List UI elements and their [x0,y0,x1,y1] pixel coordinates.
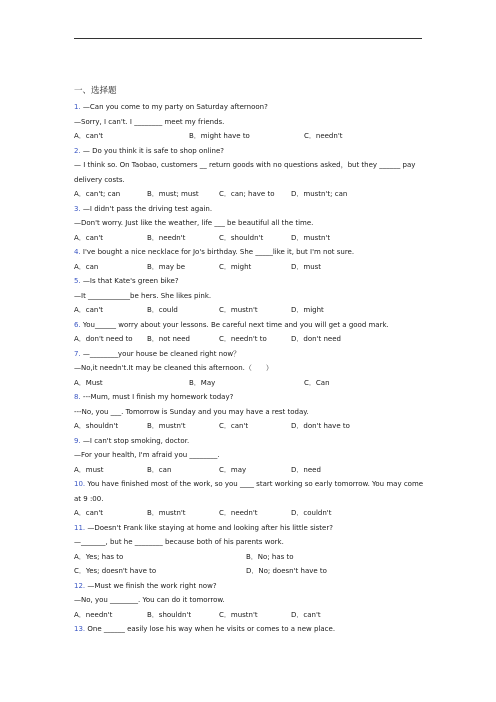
option-b[interactable]: B．might have to [189,132,250,140]
option-d[interactable]: D．might [291,306,324,314]
option-c[interactable]: C．Yes; doesn't have to [74,567,157,575]
option-b[interactable]: B．mustn't [147,422,186,430]
option-b[interactable]: B．not need [147,335,190,343]
option-a[interactable]: A．Yes; has to [74,552,124,561]
option-c[interactable]: C．can't [219,422,249,430]
options-row [74,187,424,202]
question-text: You have finished most of the work, so you ____ start working so early tomorrow. You may come at 9 :00. [74,480,424,503]
option-b[interactable]: B．May [189,378,216,387]
option-a[interactable]: A．can't [74,509,104,517]
question-text: —_______, but he ________ because both of his parents work. [74,538,284,546]
options-row [74,376,424,391]
option-a[interactable]: A．can't [74,132,104,140]
question-text: —Is that Kate's green bike? [82,277,179,285]
option-c[interactable]: C．mustn't [219,306,258,314]
question-13: 13. One ______ easily lose his way when he visits or comes to a new place. [74,625,336,633]
section-title: 一、选择题 [74,86,117,96]
question-7: 7. —________your house be cleaned right now？ [74,349,241,358]
question-text: —No, you ________. You can do it tomorrow. [74,596,225,604]
option-a[interactable]: A．can't [74,233,104,242]
options-row [74,419,424,434]
option-c[interactable]: C．needn't [304,132,343,140]
option-c[interactable]: C．shouldn't [219,233,264,242]
option-a[interactable]: A．needn't [74,610,113,619]
option-b[interactable]: B．mustn't [147,509,186,517]
question-text: —Sorry, I can't. I ________ meet my friends. [74,117,225,126]
option-c[interactable]: C．may [219,465,247,474]
option-d[interactable]: D．mustn't [291,233,331,242]
options-row [74,303,424,318]
question-text: —Don't worry. Just like the weather, life ___ be beautiful all the time. [74,219,314,227]
question-4: 4. I've bought a nice necklace for Jo's birthday. She _____like it, but I'm not sure. [74,248,355,256]
option-d[interactable]: D．must [291,262,322,271]
question-text: — Do you think it is safe to shop online? [82,146,224,155]
option-b[interactable]: B．shouldn't [147,610,192,619]
option-a[interactable]: A．must [74,465,104,474]
question-12: 12. —Must we finish the work right now? [74,581,217,590]
option-b[interactable]: B．must; must [147,190,199,198]
question-text: —I can't stop smoking, doctor. [82,436,190,445]
option-c[interactable]: C．mustn't [219,610,258,619]
options-row [74,550,424,565]
option-b[interactable]: B．needn't [147,233,186,242]
option-a[interactable]: A．can't [74,306,104,314]
question-10: 10. You have finished most of the work, so you ____ start working so early tomorrow. You may come at 9 :00. [74,480,424,503]
options-row [74,231,424,246]
option-d[interactable]: D．mustn't; can [291,190,348,198]
question-text: —For your health, I'm afraid you ________. [74,451,220,459]
question-text: — I think so. On Taobao, customers __ return goods with no questions asked，but they ______ pay delivery costs. [74,161,416,184]
options-row [74,463,424,478]
option-c[interactable]: C．needn't [219,509,258,517]
option-a[interactable]: A．Must [74,378,103,387]
question-text: —________your house be cleaned right now？ [82,349,241,358]
option-d[interactable]: D．can't [291,610,321,619]
option-c[interactable]: C．needn't to [219,335,267,343]
question-text: —Can you come to my party on Saturday afternoon? [82,103,268,111]
question-1: 1. —Can you come to my party on Saturday afternoon? [74,103,268,111]
document-body [74,84,424,637]
option-c[interactable]: C．Can [304,378,330,387]
question-text: ---No, you ___. Tomorrow is Sunday and you may have a rest today. [74,407,309,416]
question-text: —It ____________be hers. She likes pink. [74,291,212,300]
question-2: 2. — Do you think it is safe to shop online? [74,146,224,155]
question-text: —I didn't pass the driving test again. [82,204,213,213]
question-3: 3. —I didn't pass the driving test again. [74,204,213,213]
question-text: —Must we finish the work right now? [87,581,217,590]
question-9: 9. —I can't stop smoking, doctor. [74,436,190,445]
header-rule [74,38,422,39]
question-text: —Doesn't Frank like staying at home and looking after his little sister? [87,523,333,532]
option-d[interactable]: D．don't have to [291,422,350,430]
question-6: 6. You______ worry about your lessons. Be careful next time and you will get a good mark. [74,320,389,329]
option-b[interactable]: B．may be [147,262,186,271]
option-a[interactable]: A．can [74,262,99,271]
options-row [74,506,424,521]
options-row [74,564,424,579]
option-d[interactable]: D．don't need [291,335,341,343]
option-b[interactable]: B．can [147,465,172,474]
option-c[interactable]: C．might [219,262,252,271]
option-d[interactable]: D．couldn't [291,509,332,517]
question-5: 5. —Is that Kate's green bike? [74,277,179,285]
question-8: 8. ---Mum, must I finish my homework today? [74,393,234,401]
option-a[interactable]: A．shouldn't [74,422,119,430]
option-b[interactable]: B．No; has to [246,552,294,561]
option-b[interactable]: B．could [147,306,178,314]
option-a[interactable]: A．can't; can [74,190,121,198]
question-11: 11. —Doesn't Frank like staying at home and looking after his little sister? [74,523,333,532]
question-text: —No,it needn't.It may be cleaned this afternoon.（ ） [74,364,273,372]
options-row [74,260,424,275]
question-text: You______ worry about your lessons. Be careful next time and you will get a good mark. [82,320,389,329]
question-text: ---Mum, must I finish my homework today? [82,393,234,401]
option-a[interactable]: A．don't need to [74,335,133,343]
option-c[interactable]: C．can; have to [219,190,275,198]
options-row [74,332,424,347]
question-text: I've bought a nice necklace for Jo's birthday. She _____like it, but I'm not sure. [82,248,355,256]
options-row [74,608,424,623]
options-row [74,129,424,144]
option-d[interactable]: D．No; doesn't have to [246,567,327,575]
question-text: One ______ easily lose his way when he visits or comes to a new place. [87,625,336,633]
option-d[interactable]: D．need [291,465,321,474]
